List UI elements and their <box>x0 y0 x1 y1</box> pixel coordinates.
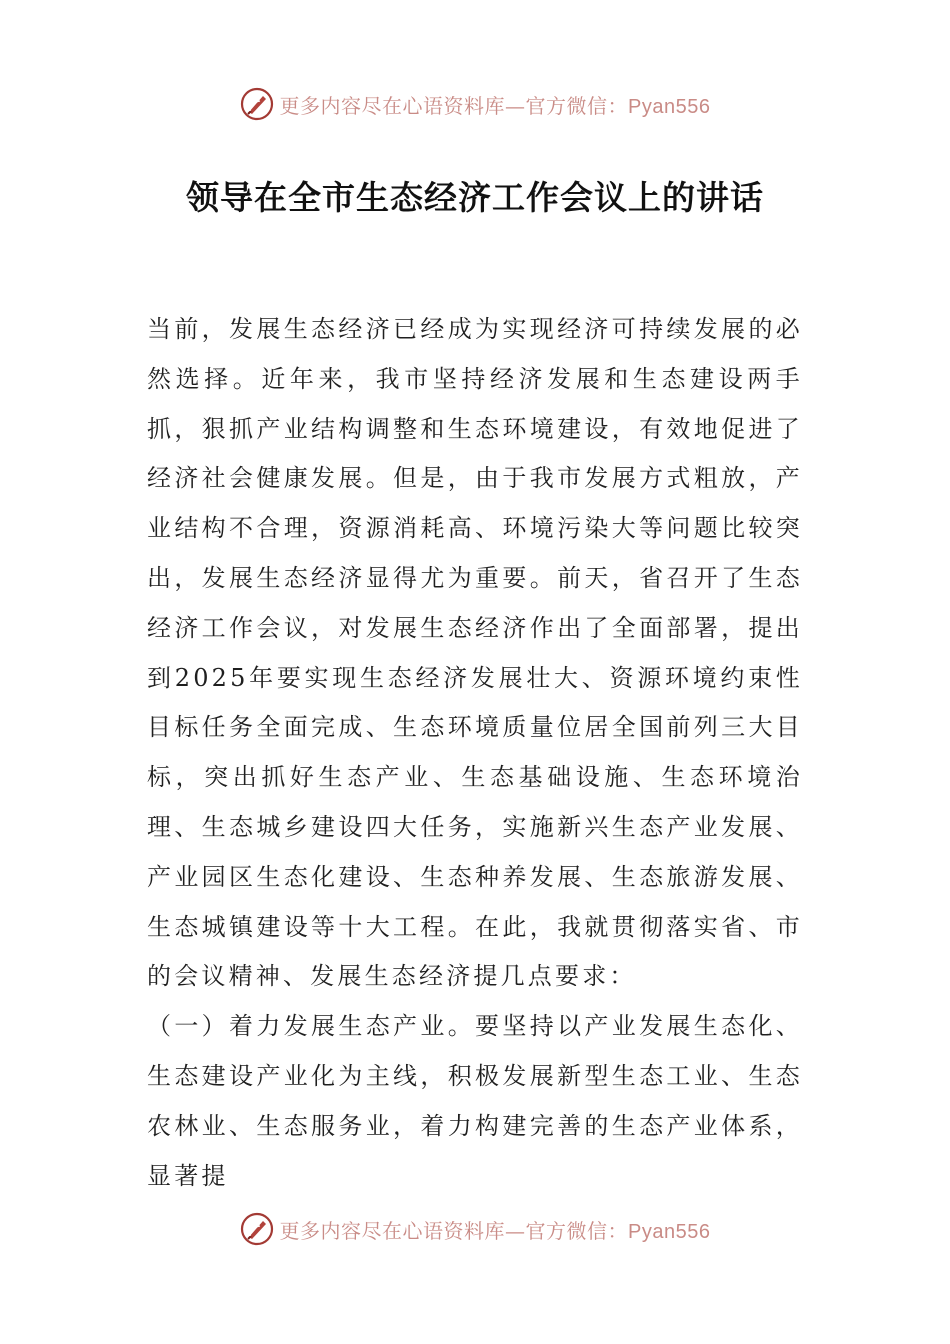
document-body <box>147 305 803 1201</box>
watermark-text-cn: 更多内容尽在心语资料库—官方微信： <box>279 93 629 118</box>
document-title: 领导在全市生态经济工作会议上的讲话 <box>186 178 764 217</box>
quill-pen-logo-icon <box>240 1212 274 1246</box>
quill-pen-logo-icon <box>240 87 274 121</box>
watermark-text <box>280 90 711 119</box>
watermark-wechat-id: Pyan556 <box>628 95 711 118</box>
watermark-text-cn: 更多内容尽在心语资料库—官方微信： <box>279 1218 629 1243</box>
header-watermark <box>0 84 950 124</box>
paragraph: 当前，发展生态经济已经成为实现经济可持续发展的必然选择。近年来，我市坚持经济发展和生态建设两手抓，狠抓产业结构调整和生态环境建设，有效地促进了经济社会健康发展。但是，由于我市发展方式粗放，产业结构不合理，资源消耗高、环境污染大等问题比较突出，发展生态经济显得尤为重要。前天，省召开了生态经济工作会议，对发展生态经济作出了全面部署，提出到2025年要实现生态经济发展壮大、资源环境约束性目标任务全面完成、生态环境质量位居全国前列三大目标，突出抓好生态产业、生态基础设施、生态环境治理、生态城乡建设四大任务，实施新兴生态产业发展、产业园区生态化建设、生态种养发展、生态旅游发展、生态城镇建设等十大工程。在此，我就贯彻落实省、市的会议精神、发展生态经济提几点要求： <box>147 315 803 991</box>
paragraph: （一）着力发展生态产业。要坚持以产业发展生态化、生态建设产业化为主线，积极发展新型生态工业、生态农林业、生态服务业，着力构建完善的生态产业体系，显著提 <box>147 1012 803 1190</box>
footer-watermark <box>0 1209 950 1249</box>
watermark-text <box>280 1215 711 1244</box>
watermark-wechat-id: Pyan556 <box>628 1220 711 1243</box>
